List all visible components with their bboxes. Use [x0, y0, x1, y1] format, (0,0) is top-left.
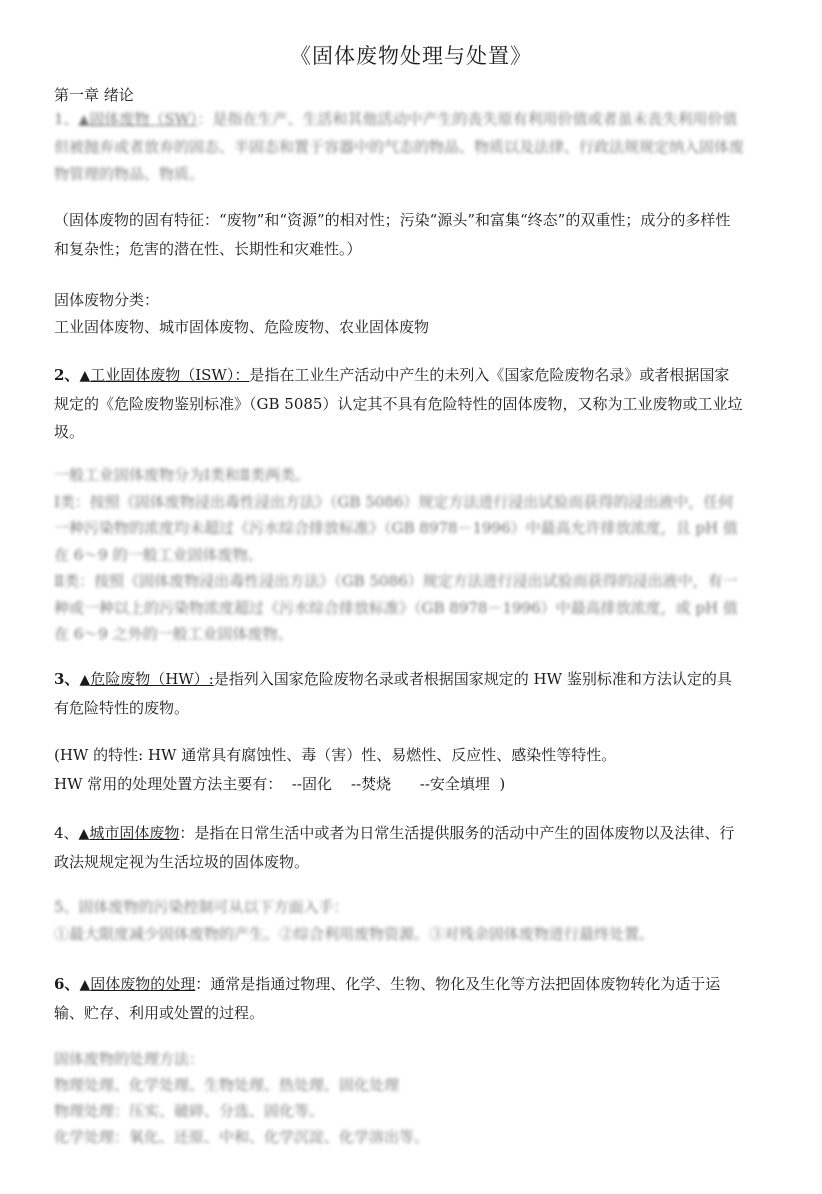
methods-list: 物理处理、化学处理、生物处理、热处理、固化处理 [54, 1076, 400, 1094]
hw-properties-block [54, 741, 744, 799]
section-5-heading: 5、固体废物的污染控制可从以下方面入手： [54, 898, 349, 916]
triangle-marker-icon: ▲ [79, 977, 91, 993]
isw-classes-block [54, 462, 744, 648]
document-title: 《固体废物处理与处置》 [290, 44, 532, 68]
classification-label: 固体废物分类： [54, 291, 160, 309]
section-term: 工业固体废物（ISW）： [90, 366, 250, 384]
triangle-marker-icon: ▲ [78, 112, 90, 128]
isw-class-1: Ⅰ类：按照《固体废物浸出毒性浸出方法》（GB 5086）规定方法进行浸出试验而获得的浸出液中，任何一种污染物的浓度均未超过《污水综合排放标准》（GB 8978－1996）中最高允许排放浓度，且 pH 值在 6～9 的一般工业固体废物。 [54, 492, 738, 564]
section-2-definition [54, 361, 744, 446]
section-number: 3、 [54, 670, 80, 688]
section-text: ：是指在日常生活中或者为日常生活提供服务的活动中产生的固体废物以及法律、行政法规规定视为生活垃圾的固体废物。 [54, 824, 735, 871]
isw-classes-intro: 一般工业固体废物分为Ⅰ类和Ⅱ类两类。 [54, 466, 311, 484]
section-5-measures: ①最大限度减少固体废物的产生。②综合利用废物资源。③对残余固体废物进行最终处置。 [54, 925, 655, 943]
section-4-definition [54, 819, 744, 876]
section-number: 6、 [54, 975, 80, 993]
chapter-heading: 第一章 绪论 [54, 86, 134, 104]
section-number: 2、 [54, 366, 80, 384]
features-paragraph: （固体废物的固有特征：“废物”和“资源”的相对性；污染“源头”和富集“终态”的双重性；成分的多样性和复杂性；危害的潜在性、长期性和灾难性。） [54, 211, 731, 258]
triangle-marker-icon: ▲ [78, 826, 90, 842]
section-text: ：是指在生产、生活和其他活动中产生的丧失原有利用价值或者虽未丧失利用价值但被抛弃或者放弃的固态、半固态和置于容器中的气态的物品、物质以及法律、行政法规规定纳入固体废物管理的物品、物质。 [54, 110, 745, 183]
section-text: 是指列入国家危险废物名录或者根据国家规定的 HW 鉴别标准和方法认定的具有危险特性的废物。 [54, 670, 732, 717]
section-5-block [54, 894, 744, 948]
section-term: 固体废物（SW） [89, 110, 198, 128]
hw-properties-line: (HW 的特性: HW 通常具有腐蚀性、毒（害）性、易燃性、反应性、感染性等特性。 [54, 746, 617, 764]
classification-block [54, 287, 744, 341]
methods-physical: 物理处理：压实、破碎、分选、固化等。 [54, 1102, 325, 1120]
methods-heading: 固体废物的处理方法： [54, 1050, 205, 1068]
section-term: 城市固体废物 [89, 824, 180, 842]
methods-block [54, 1046, 744, 1150]
section-text: ：通常是指通过物理、化学、生物、物化及生化等方法把固体废物转化为适于运输、贮存、利用或处置的过程。 [54, 975, 721, 1022]
section-term: 固体废物的处理 [90, 975, 196, 993]
triangle-marker-icon: ▲ [79, 368, 91, 384]
section-6-definition [54, 970, 744, 1027]
section-1-definition [54, 106, 744, 188]
section-number: 4、 [54, 824, 79, 842]
section-number: 1、 [54, 110, 79, 128]
triangle-marker-icon: ▲ [79, 672, 91, 688]
section-term: 危险废物（HW）: [90, 670, 214, 688]
section-text: 是指在工业生产活动中产生的未列入《国家危险废物名录》或者根据国家规定的《危险废物鉴别标准》（GB 5085）认定其不具有危险特性的固体废物，又称为工业废物或工业垃圾。 [54, 366, 743, 441]
section-3-definition [54, 665, 744, 722]
methods-chemical: 化学处理：氧化、还原、中和、化学沉淀、化学溶出等。 [54, 1128, 430, 1146]
classification-items: 工业固体废物、城市固体废物、危险废物、农业固体废物 [54, 318, 430, 336]
isw-class-2: Ⅱ类：按照《固体废物浸出毒性浸出方法》（GB 5086）规定方法进行浸出试验而获得的浸出液中，有一种或一种以上的污染物浓度超过《污水综合排放标准》（GB 8978－1996）中最高排放浓度，或 pH 值在 6～9 之外的一般工业固体废物。 [54, 572, 738, 643]
hw-methods-line: HW 常用的处理处置方法主要有： --固化 --焚烧 --安全填埋 ) [54, 775, 506, 793]
